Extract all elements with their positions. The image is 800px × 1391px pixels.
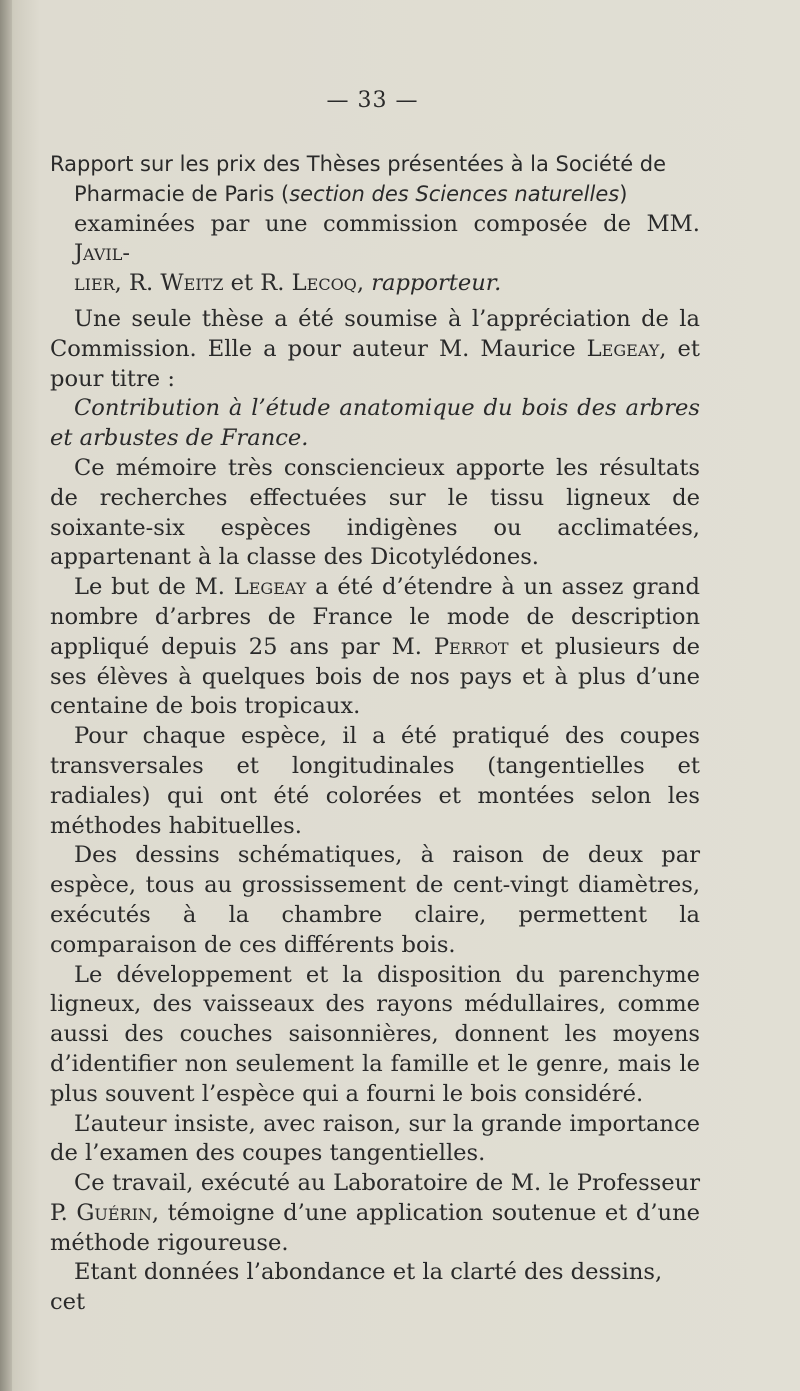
author-name-javillier: Javil- [74, 240, 130, 267]
heading-text: ) [619, 181, 628, 206]
heading-line-1: Rapport sur les prix des Thèses présentées à la Société de [50, 152, 667, 176]
paragraph-7: Le développement et la disposition du parenchyme ligneux, des vaisseaux des rayons médullaires, comme aussi des couches saisonnières, donnent les moyens d’identifier non seulement la famille et le genre, mais le plus souvent l’espèce qui a fourni le bois considéré. [50, 961, 700, 1107]
author-name-guerin: Guérin [76, 1199, 152, 1226]
heading-text: , R. W [114, 270, 184, 297]
author-name-lecoq: Lecoq [291, 270, 357, 297]
paragraph-text: , témoigne d’une application soutenue et d’une méthode rigoureuse. [50, 1199, 700, 1256]
heading-text: examinées par une commission composée de MM. [74, 210, 700, 237]
heading-line-3 [50, 210, 700, 270]
paragraph-1 [50, 305, 700, 394]
thesis-title: Contribution à l’étude anatomique du bois des arbres et arbustes de France. [50, 395, 700, 452]
report-heading [50, 150, 700, 299]
paragraph-text: Ce travail, exécuté au Laboratoire de M. le Professeur P. [50, 1170, 700, 1226]
section-name: section des Sciences naturelles [289, 181, 620, 206]
paragraph-text: Le but de M. [74, 574, 234, 601]
paragraph-8: L’auteur insiste, avec raison, sur la grande importance de l’examen des coupes tangentielles. [50, 1110, 700, 1167]
paragraph-text: , et pour titre : [50, 335, 700, 392]
paragraph-text: Une seule thèse a été soumise à l’appréciation de la Commission. Elle a pour auteur M. Maurice [50, 305, 700, 362]
paragraph-text: a été d’étendre à un assez grand nombre d’arbres de France le mode de description appliqué depuis 25 ans par M. [50, 574, 700, 660]
heading-line-2 [50, 180, 700, 210]
author-name-legeay: Legeay [586, 335, 660, 362]
rapporteur-label: rapporteur. [371, 270, 502, 297]
heading-text: , [356, 270, 372, 297]
paragraph-text: et plusieurs de ses élèves à quelques bois de nos pays et à plus d’une centaine de bois tropicaux. [50, 633, 700, 720]
author-name-javillier-end: lier [74, 270, 115, 297]
heading-text: Pharmacie de Paris ( [74, 181, 290, 206]
paragraph-10: Etant données l’abondance et la clarté des dessins, cet [50, 1259, 663, 1316]
author-name-weitz: eitz [183, 270, 224, 297]
paragraph-5: Pour chaque espèce, il a été pratiqué des coupes transversales et longitudinales (tangentielles et radiales) qui ont été colorées et montées selon les méthodes habituelles. [50, 723, 700, 839]
page-binding-edge [0, 0, 12, 1391]
page-number: — 33 — [326, 88, 419, 113]
paragraph-3: Ce mémoire très consciencieux apporte les résultats de recherches effectuées sur le tissu ligneux de soixante-six espèces indigènes ou acclimatées, appartenant à la classe des Dicotylédones. [50, 454, 700, 571]
paragraph-6: Des dessins schématiques, à raison de deux par espèce, tous au grossissement de cent-vingt diamètres, exécutés à la chambre claire, permettent la comparaison de ces différents bois. [50, 842, 700, 958]
author-name-legeay: Legeay [233, 574, 307, 601]
paragraph-4 [50, 573, 700, 722]
paragraph-9 [50, 1169, 700, 1258]
heading-text: et R. [223, 270, 292, 297]
body-text [50, 150, 700, 1318]
author-name-perrot: Perrot [433, 633, 509, 660]
heading-line-4 [50, 269, 700, 299]
